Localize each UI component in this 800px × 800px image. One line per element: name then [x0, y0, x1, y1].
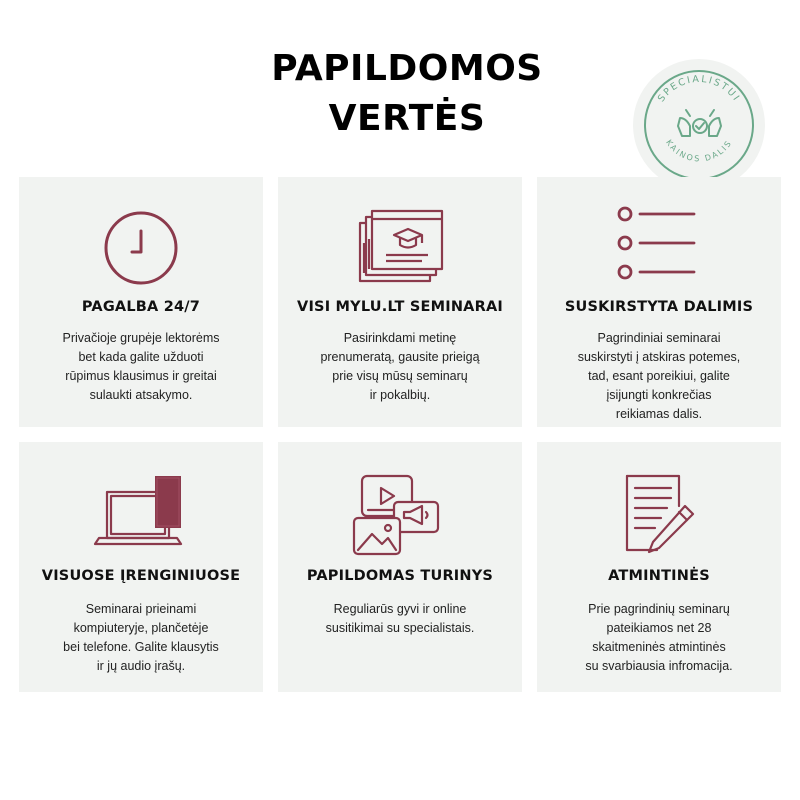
card-description: Prie pagrindinių seminarų pateikiamos net 28 skaitmeninės atmintinės su svarbiausia infromacija. [585, 602, 733, 673]
card-description: Pasirinkdami metinę prenumeratą, gausite prieigą prie visų mūsų seminarų ir pokalbių. [320, 331, 480, 402]
online-seminar-icon [350, 203, 450, 293]
title-line-2: VERTĖS [328, 98, 486, 139]
feature-card-parts [537, 177, 781, 427]
notes-pen-icon [609, 472, 709, 562]
card-title: PAPILDOMAS TURINYS [306, 568, 494, 584]
card-title: VISI MYLU.LT SEMINARAI [297, 299, 503, 315]
feature-card-support [19, 177, 263, 427]
feature-card-notes [537, 442, 781, 692]
media-content-icon [350, 472, 450, 562]
card-description: Seminarai prieinami kompiuteryje, plančetėje bei telefone. Galite klausytis ir jų audio įrašų. [63, 602, 219, 673]
specialist-badge [632, 58, 766, 192]
title-line-1: PAPILDOMOS [271, 48, 543, 89]
clock-icon [96, 203, 186, 293]
card-title: VISUOSE ĮRENGINIUOSE [41, 568, 241, 584]
badge-text-bottom: KAINOS DALIS [664, 138, 734, 164]
card-description: Reguliarūs gyvi ir online susitikimai su specialistais. [325, 602, 475, 635]
laptop-phone-icon [91, 472, 191, 562]
card-description: Privačioje grupėje lektorėms bet kada galite užduoti rūpimus klausimus ir greitai sulaukti atsakymo. [62, 331, 220, 402]
card-title: ATMINTINĖS [608, 568, 710, 584]
feature-card-devices [19, 442, 263, 692]
list-icon [614, 203, 704, 293]
feature-card-extra-content [278, 442, 522, 692]
card-description: Pagrindiniai seminarai suskirstyti į atskiras potemes, tad, esant poreikiui, galite įsijungti konkrečias reikiamas dalis. [577, 331, 741, 421]
badge-text-top: SPECIALISTUI [655, 73, 743, 105]
feature-card-seminars [278, 177, 522, 427]
card-title: SUSKIRSTYTA DALIMIS [564, 299, 754, 315]
card-title: PAGALBA 24/7 [81, 299, 201, 315]
